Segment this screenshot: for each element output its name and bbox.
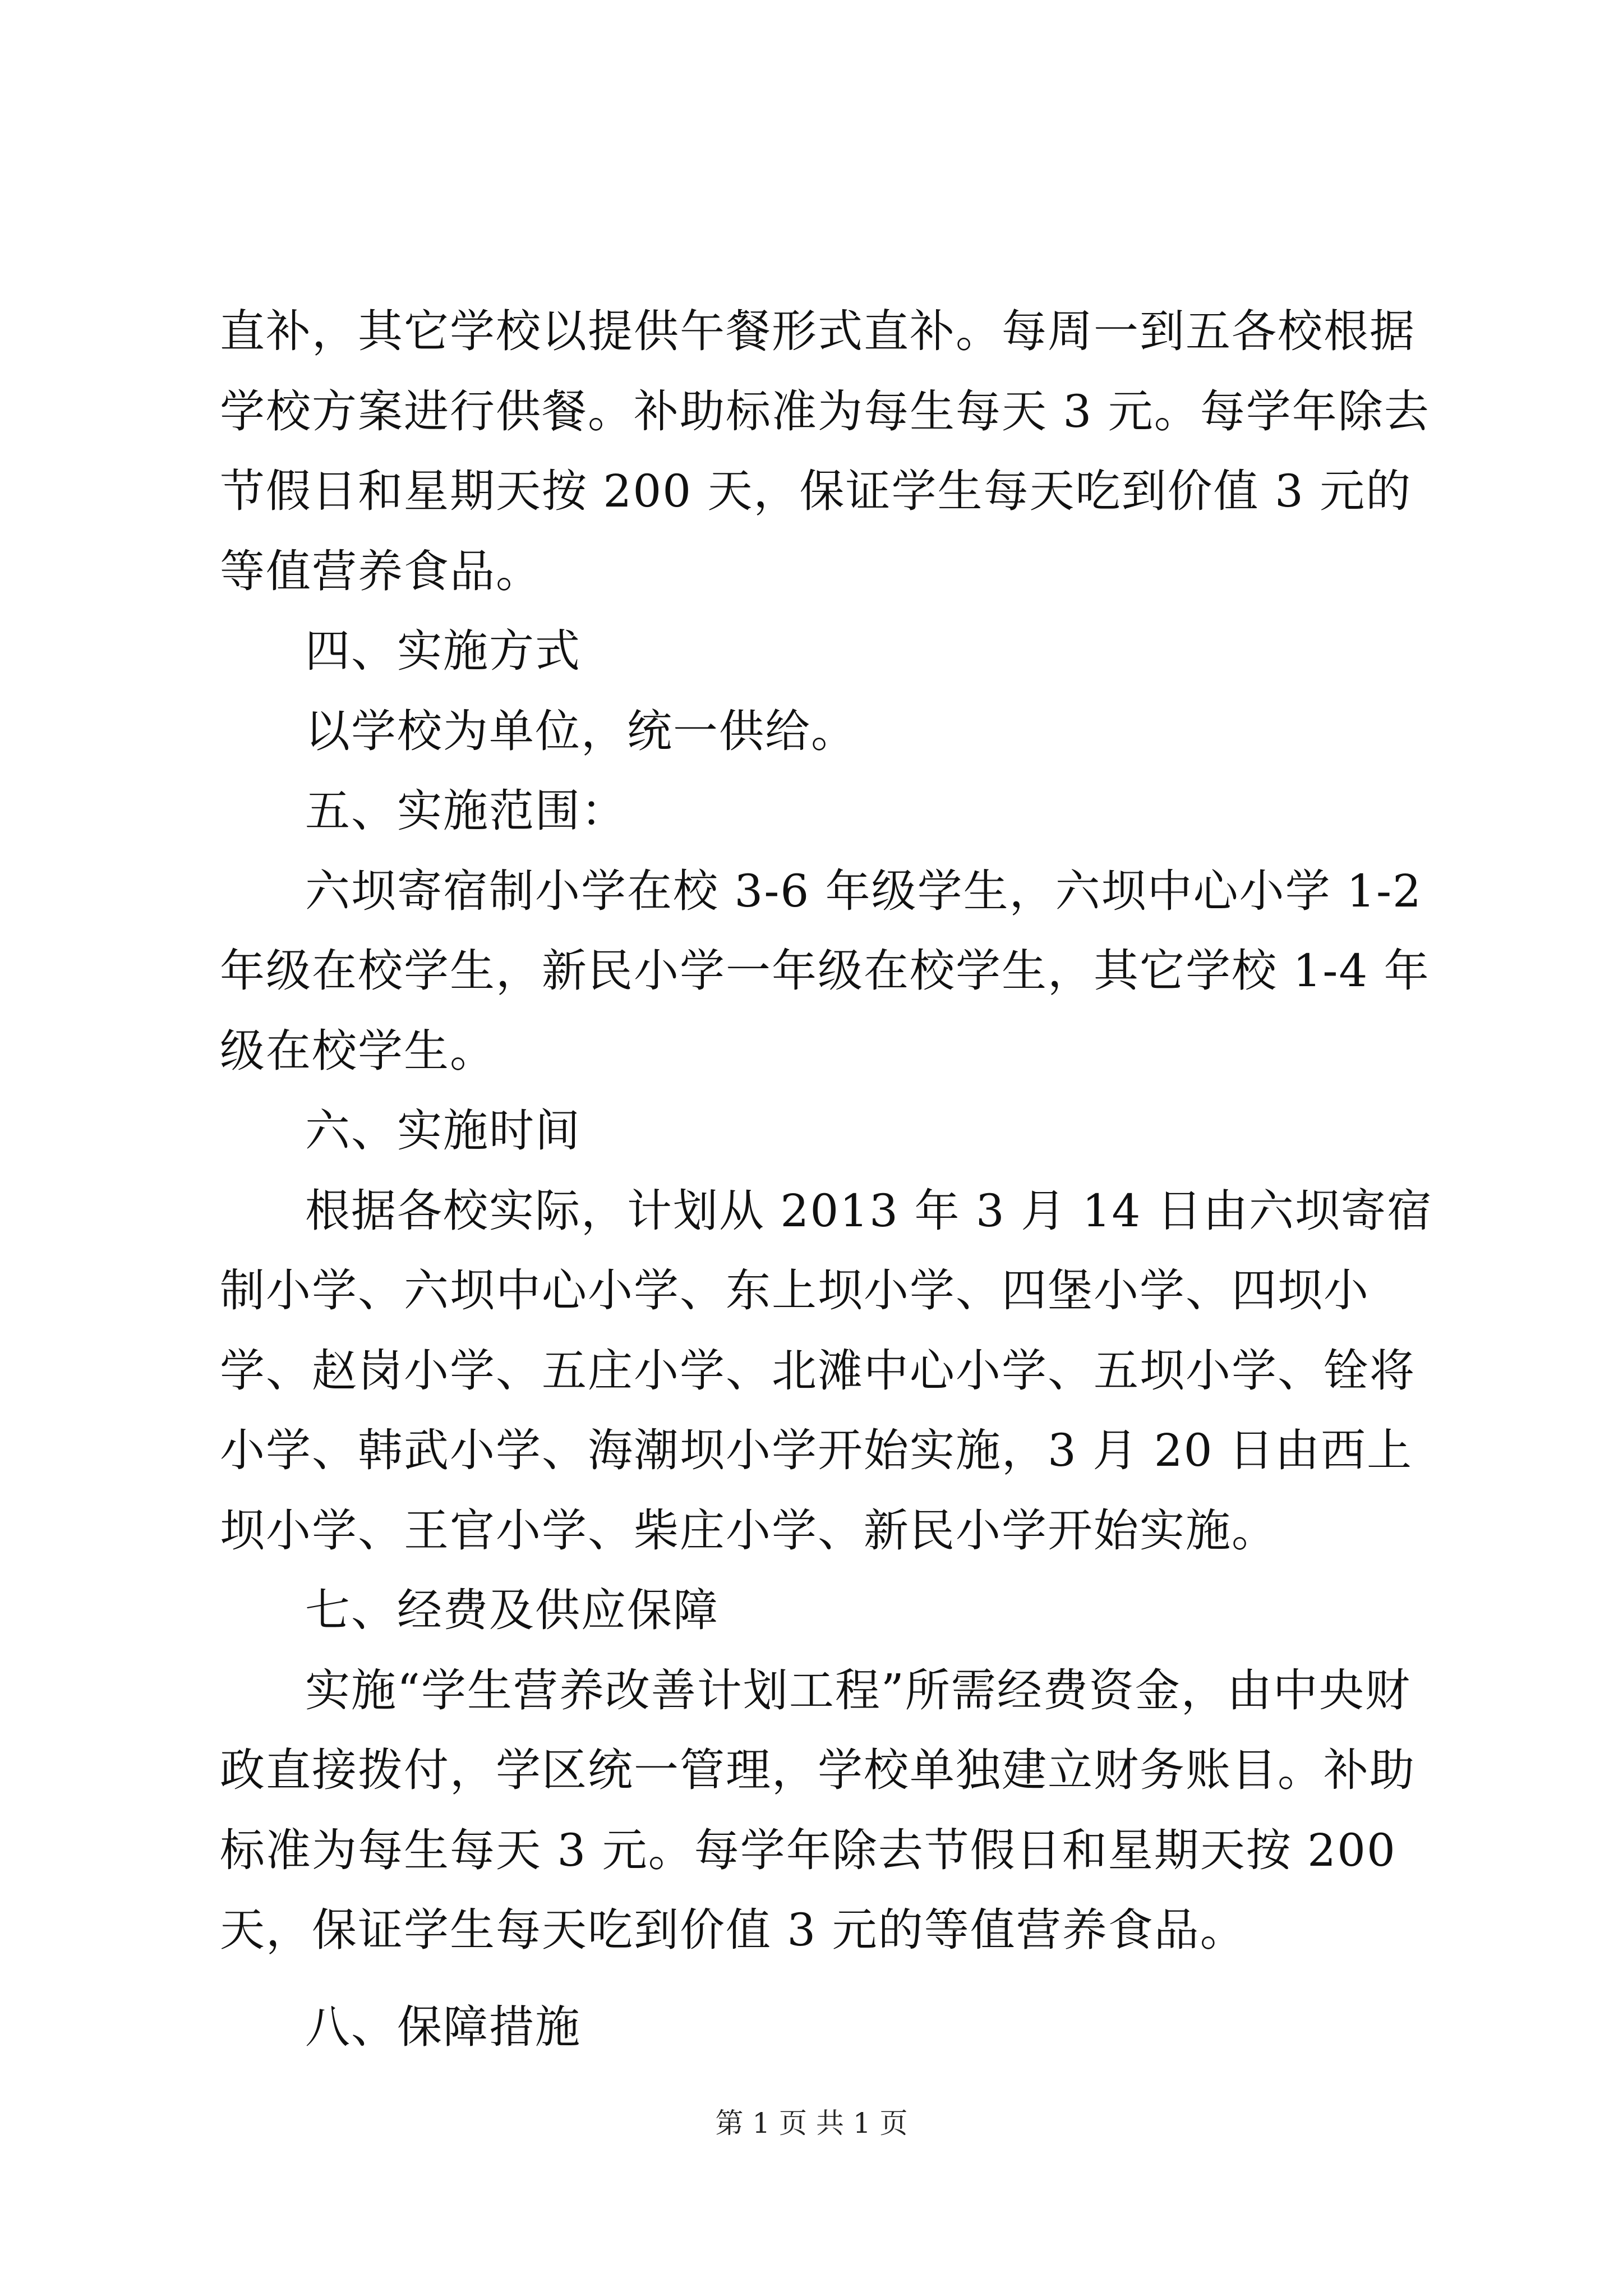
heading-safeguard-measures: 八、保障措施 <box>305 2000 581 2053</box>
paragraph-method: 以学校为单位，统一供给。 <box>305 705 857 757</box>
document-body <box>220 292 1442 2067</box>
heading-implementation-time: 六、实施时间 <box>305 1105 581 1157</box>
page-footer: 第 1 页 共 1 页 <box>715 2107 908 2139</box>
paragraph-time: 根据各校实际，计划从 2013 年 3 月 14 日由六坝寄宿制小学、六坝中心小学、东上坝小学、四堡小学、四坝小学、赵岗小学、五庄小学、北滩中心小学、五坝小学、铨将小学、韩武小学、海潮坝小学开始实施，3 月 20 日由西上坝小学、王官小学、柴庄小学、新民小学开始实施。 <box>220 1184 1433 1557</box>
paragraph-spacer <box>220 1971 1442 1987</box>
heading-implementation-method: 四、实施方式 <box>305 625 581 677</box>
heading-funding-supply: 七、经费及供应保障 <box>305 1584 719 1636</box>
paragraph-funding: 实施“学生营养改善计划工程”所需经费资金，由中央财政直接拨付，学区统一管理，学校单独建立财务账目。补助标准为每生每天 3 元。每学年除去节假日和星期天按 200 天，保证学生每天吃到价值 3 元的等值营养食品。 <box>220 1664 1415 1956</box>
heading-implementation-scope: 五、实施范围： <box>305 785 627 837</box>
paragraph-scope: 六坝寄宿制小学在校 3-6 年级学生，六坝中心小学 1-2 年级在校学生，新民小学一年级在校学生，其它学校 1-4 年级在校学生。 <box>220 864 1430 1077</box>
paragraph-continuation: 直补，其它学校以提供午餐形式直补。每周一到五各校根据学校方案进行供餐。补助标准为每生每天 3 元。每学年除去节假日和星期天按 200 天，保证学生每天吃到价值 3 元的等值营养食品。 <box>220 305 1430 597</box>
